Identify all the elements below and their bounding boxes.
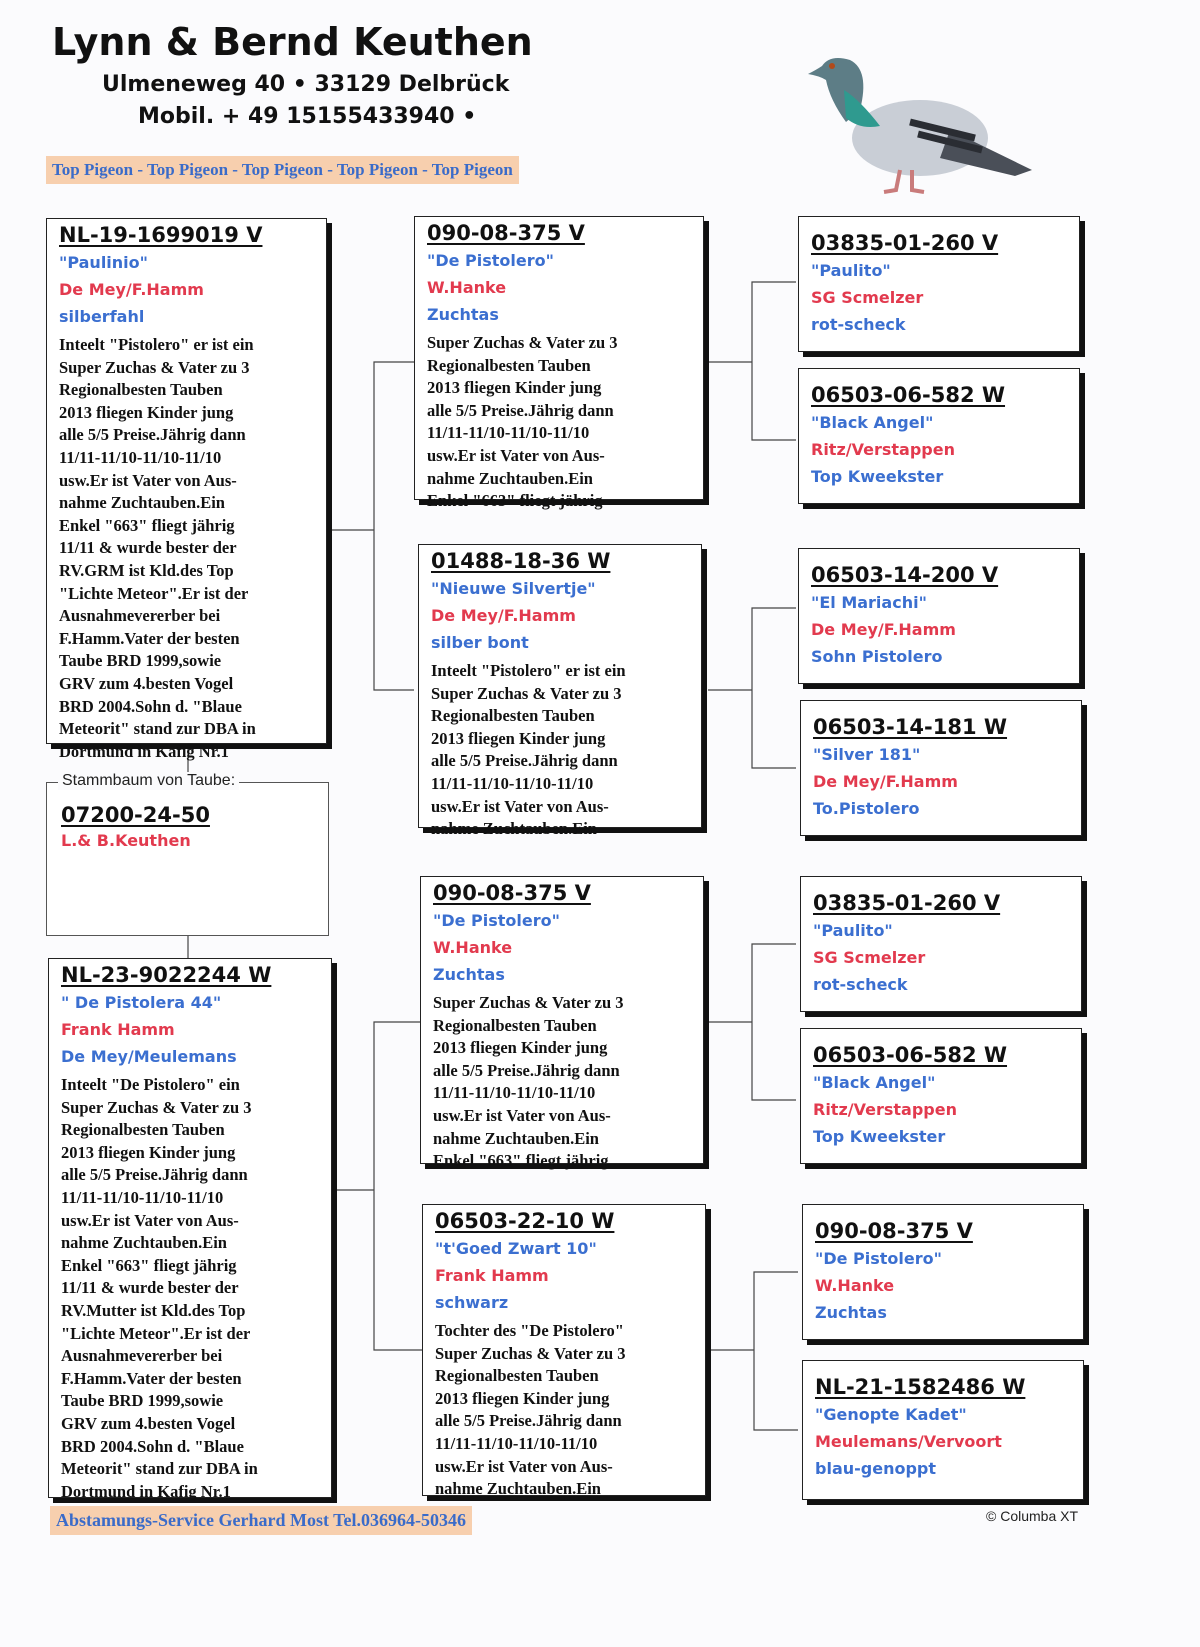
grandparent-name: "De Pistolero" [427, 251, 554, 270]
great-grandparent-color: Sohn Pistolero [811, 647, 943, 666]
great-grandparent-card [798, 368, 1080, 504]
grandparent-card [420, 876, 704, 1171]
great-grandparent-color: To.Pistolero [813, 799, 920, 818]
great-grandparent-breeder: De Mey/F.Hamm [813, 772, 958, 791]
great-grandparent-ring: 06503-14-200 V [811, 563, 999, 587]
great-grandparent-card [800, 700, 1082, 836]
father-breeder: De Mey/F.Hamm [59, 280, 204, 299]
grandparent-card [422, 1204, 706, 1499]
grandparent-ring: 06503-22-10 W [435, 1209, 615, 1233]
grandparent-color: Zuchtas [427, 305, 499, 324]
grandparent-ring: 090-08-375 V [427, 221, 585, 245]
father-name: "Paulinio" [59, 253, 148, 272]
great-grandparent-color: Zuchtas [815, 1303, 887, 1322]
great-grandparent-breeder: Meulemans/Vervoort [815, 1432, 1002, 1451]
great-grandparent-ring: 06503-14-181 W [813, 715, 1008, 739]
grandparent-color: silber bont [431, 633, 529, 652]
subject-box [46, 782, 329, 936]
grandparent-description: Inteelt "Pistolero" er ist ein Super Zuchas & Vater zu 3 Regionalbesten Tauben 2013 fliegen Kinder jung alle 5/5 Preise.Jährig dann 11/11-11/10-11/10-11/10 usw.Er ist Vater von Aus- nahme Zuchtauben.Ein [431, 661, 626, 839]
subject-ring: 07200-24-50 [61, 803, 210, 827]
great-grandparent-name: "De Pistolero" [815, 1249, 942, 1268]
great-grandparent-breeder: Ritz/Verstappen [813, 1100, 957, 1119]
great-grandparent-breeder: De Mey/F.Hamm [811, 620, 956, 639]
mother-ring: NL-23-9022244 W [61, 963, 272, 987]
grandparent-name: "De Pistolero" [433, 911, 560, 930]
great-grandparent-breeder: Ritz/Verstappen [811, 440, 955, 459]
great-grandparent-card [800, 1028, 1082, 1164]
great-grandparent-breeder: W.Hanke [815, 1276, 895, 1295]
grandparent-ring: 090-08-375 V [433, 881, 591, 905]
grandparent-breeder: De Mey/F.Hamm [431, 606, 576, 625]
great-grandparent-breeder: SG Scmelzer [813, 948, 926, 967]
great-grandparent-color: rot-scheck [811, 315, 906, 334]
great-grandparent-ring: 090-08-375 V [815, 1219, 973, 1243]
grandparent-breeder: W.Hanke [427, 278, 507, 297]
great-grandparent-color: Top Kweekster [811, 467, 944, 486]
great-grandparent-color: rot-scheck [813, 975, 908, 994]
footer-service-banner: Abstamungs-Service Gerhard Most Tel.036964-50346 [50, 1506, 472, 1535]
grandparent-description: Super Zuchas & Vater zu 3 Regionalbesten Tauben 2013 fliegen Kinder jung alle 5/5 Preise.Jährig dann 11/11-11/10-11/10-11/10 usw.Er ist Vater von Aus- nahme Zuchtauben.Ein Enkel "663" fliegt jährig [427, 333, 618, 511]
grandparent-color: Zuchtas [433, 965, 505, 984]
owner-name: Lynn & Bernd Keuthen [52, 20, 533, 64]
great-grandparent-color: blau-genoppt [815, 1459, 937, 1478]
grandparent-breeder: W.Hanke [433, 938, 513, 957]
great-grandparent-ring: 03835-01-260 V [813, 891, 1001, 915]
grandparent-name: "Nieuwe Silvertje" [431, 579, 596, 598]
grandparent-name: "t'Goed Zwart 10" [435, 1239, 597, 1258]
great-grandparent-ring: NL-21-1582486 W [815, 1375, 1026, 1399]
grandparent-description: Super Zuchas & Vater zu 3 Regionalbesten Tauben 2013 fliegen Kinder jung alle 5/5 Preise.Jährig dann 11/11-11/10-11/10-11/10 usw.Er ist Vater von Aus- nahme Zuchtauben.Ein Enkel "663" fliegt jährig [433, 993, 624, 1171]
grandparent-description: Tochter des "De Pistolero" Super Zuchas & Vater zu 3 Regionalbesten Tauben 2013 fliegen Kinder jung alle 5/5 Preise.Jährig dann 11/11-11/10-11/10-11/10 usw.Er ist Vater von Aus- nahme Zuchtauben.Ein [435, 1321, 626, 1499]
great-grandparent-ring: 06503-06-582 W [813, 1043, 1008, 1067]
great-grandparent-name: "Black Angel" [811, 413, 934, 432]
father-color: silberfahl [59, 307, 145, 326]
owner-phone: Mobil. + 49 15155433940 • [138, 104, 477, 129]
great-grandparent-card [798, 216, 1080, 352]
great-grandparent-breeder: SG Scmelzer [811, 288, 924, 307]
great-grandparent-name: "Paulito" [813, 921, 893, 940]
great-grandparent-name: "Genopte Kadet" [815, 1405, 967, 1424]
grandparent-card [414, 216, 704, 511]
great-grandparent-card [798, 548, 1080, 684]
grandparent-card [418, 544, 702, 839]
mother-breeder: Frank Hamm [61, 1020, 175, 1039]
father-ring: NL-19-1699019 V [59, 223, 263, 247]
grandparent-breeder: Frank Hamm [435, 1266, 549, 1285]
mother-color: De Mey/Meulemans [61, 1047, 237, 1066]
great-grandparent-card [800, 876, 1082, 1012]
great-grandparent-color: Top Kweekster [813, 1127, 946, 1146]
father-card [46, 218, 327, 761]
mother-card [48, 958, 332, 1501]
great-grandparent-ring: 06503-06-582 W [811, 383, 1006, 407]
great-grandparent-ring: 03835-01-260 V [811, 231, 999, 255]
mother-description: Inteelt "De Pistolero" ein Super Zuchas & Vater zu 3 Regionalbesten Tauben 2013 fliegen Kinder jung alle 5/5 Preise.Jährig dann 11/11-11/10-11/10-11/10 usw.Er ist Vater von Aus- nahme Zuchtauben.Ein Enkel "663" fliegt jährig 11/11 & wurde bester der RV.Mutter ist Kld.des Top "Lichte Meteor".Er ist der Ausnahmevererber bei F.Hamm.Vater der besten Taube BRD 1999,sowie GRV zum 4.besten Vogel BRD 2004.Sohn d. "Blaue Meteorit" stand zur DBA in Dortmund in Kafig Nr.1 [61, 1075, 258, 1501]
subject-label: Stammbaum von Taube: [58, 772, 239, 790]
great-grandparent-name: "El Mariachi" [811, 593, 927, 612]
owner-address: Ulmeneweg 40 • 33129 Delbrück [102, 72, 510, 97]
great-grandparent-name: "Silver 181" [813, 745, 921, 764]
mother-name: " De Pistolera 44" [61, 993, 222, 1012]
grandparent-ring: 01488-18-36 W [431, 549, 611, 573]
grandparent-color: schwarz [435, 1293, 509, 1312]
copyright: © Columba XT [986, 1508, 1079, 1524]
subject-breeder: L.& B.Keuthen [61, 831, 191, 850]
great-grandparent-card [802, 1204, 1084, 1340]
great-grandparent-name: "Paulito" [811, 261, 891, 280]
great-grandparent-card [802, 1360, 1084, 1500]
top-banner: Top Pigeon - Top Pigeon - Top Pigeon - Top Pigeon - Top Pigeon [46, 156, 519, 184]
great-grandparent-name: "Black Angel" [813, 1073, 936, 1092]
father-description: Inteelt "Pistolero" er ist ein Super Zuchas & Vater zu 3 Regionalbesten Tauben 2013 fliegen Kinder jung alle 5/5 Preise.Jährig dann 11/11-11/10-11/10-11/10 usw.Er ist Vater von Aus- nahme Zuchtauben.Ein Enkel "663" fliegt jährig 11/11 & wurde bester der RV.GRM ist Kld.des Top "Lichte Meteor".Er ist der Ausnahmevererber bei F.Hamm.Vater der besten Taube BRD 1999,sowie GRV zum 4.besten Vogel BRD 2004.Sohn d. "Blaue Meteorit" stand zur DBA in Dortmund in Kafig Nr.1 [59, 335, 256, 761]
